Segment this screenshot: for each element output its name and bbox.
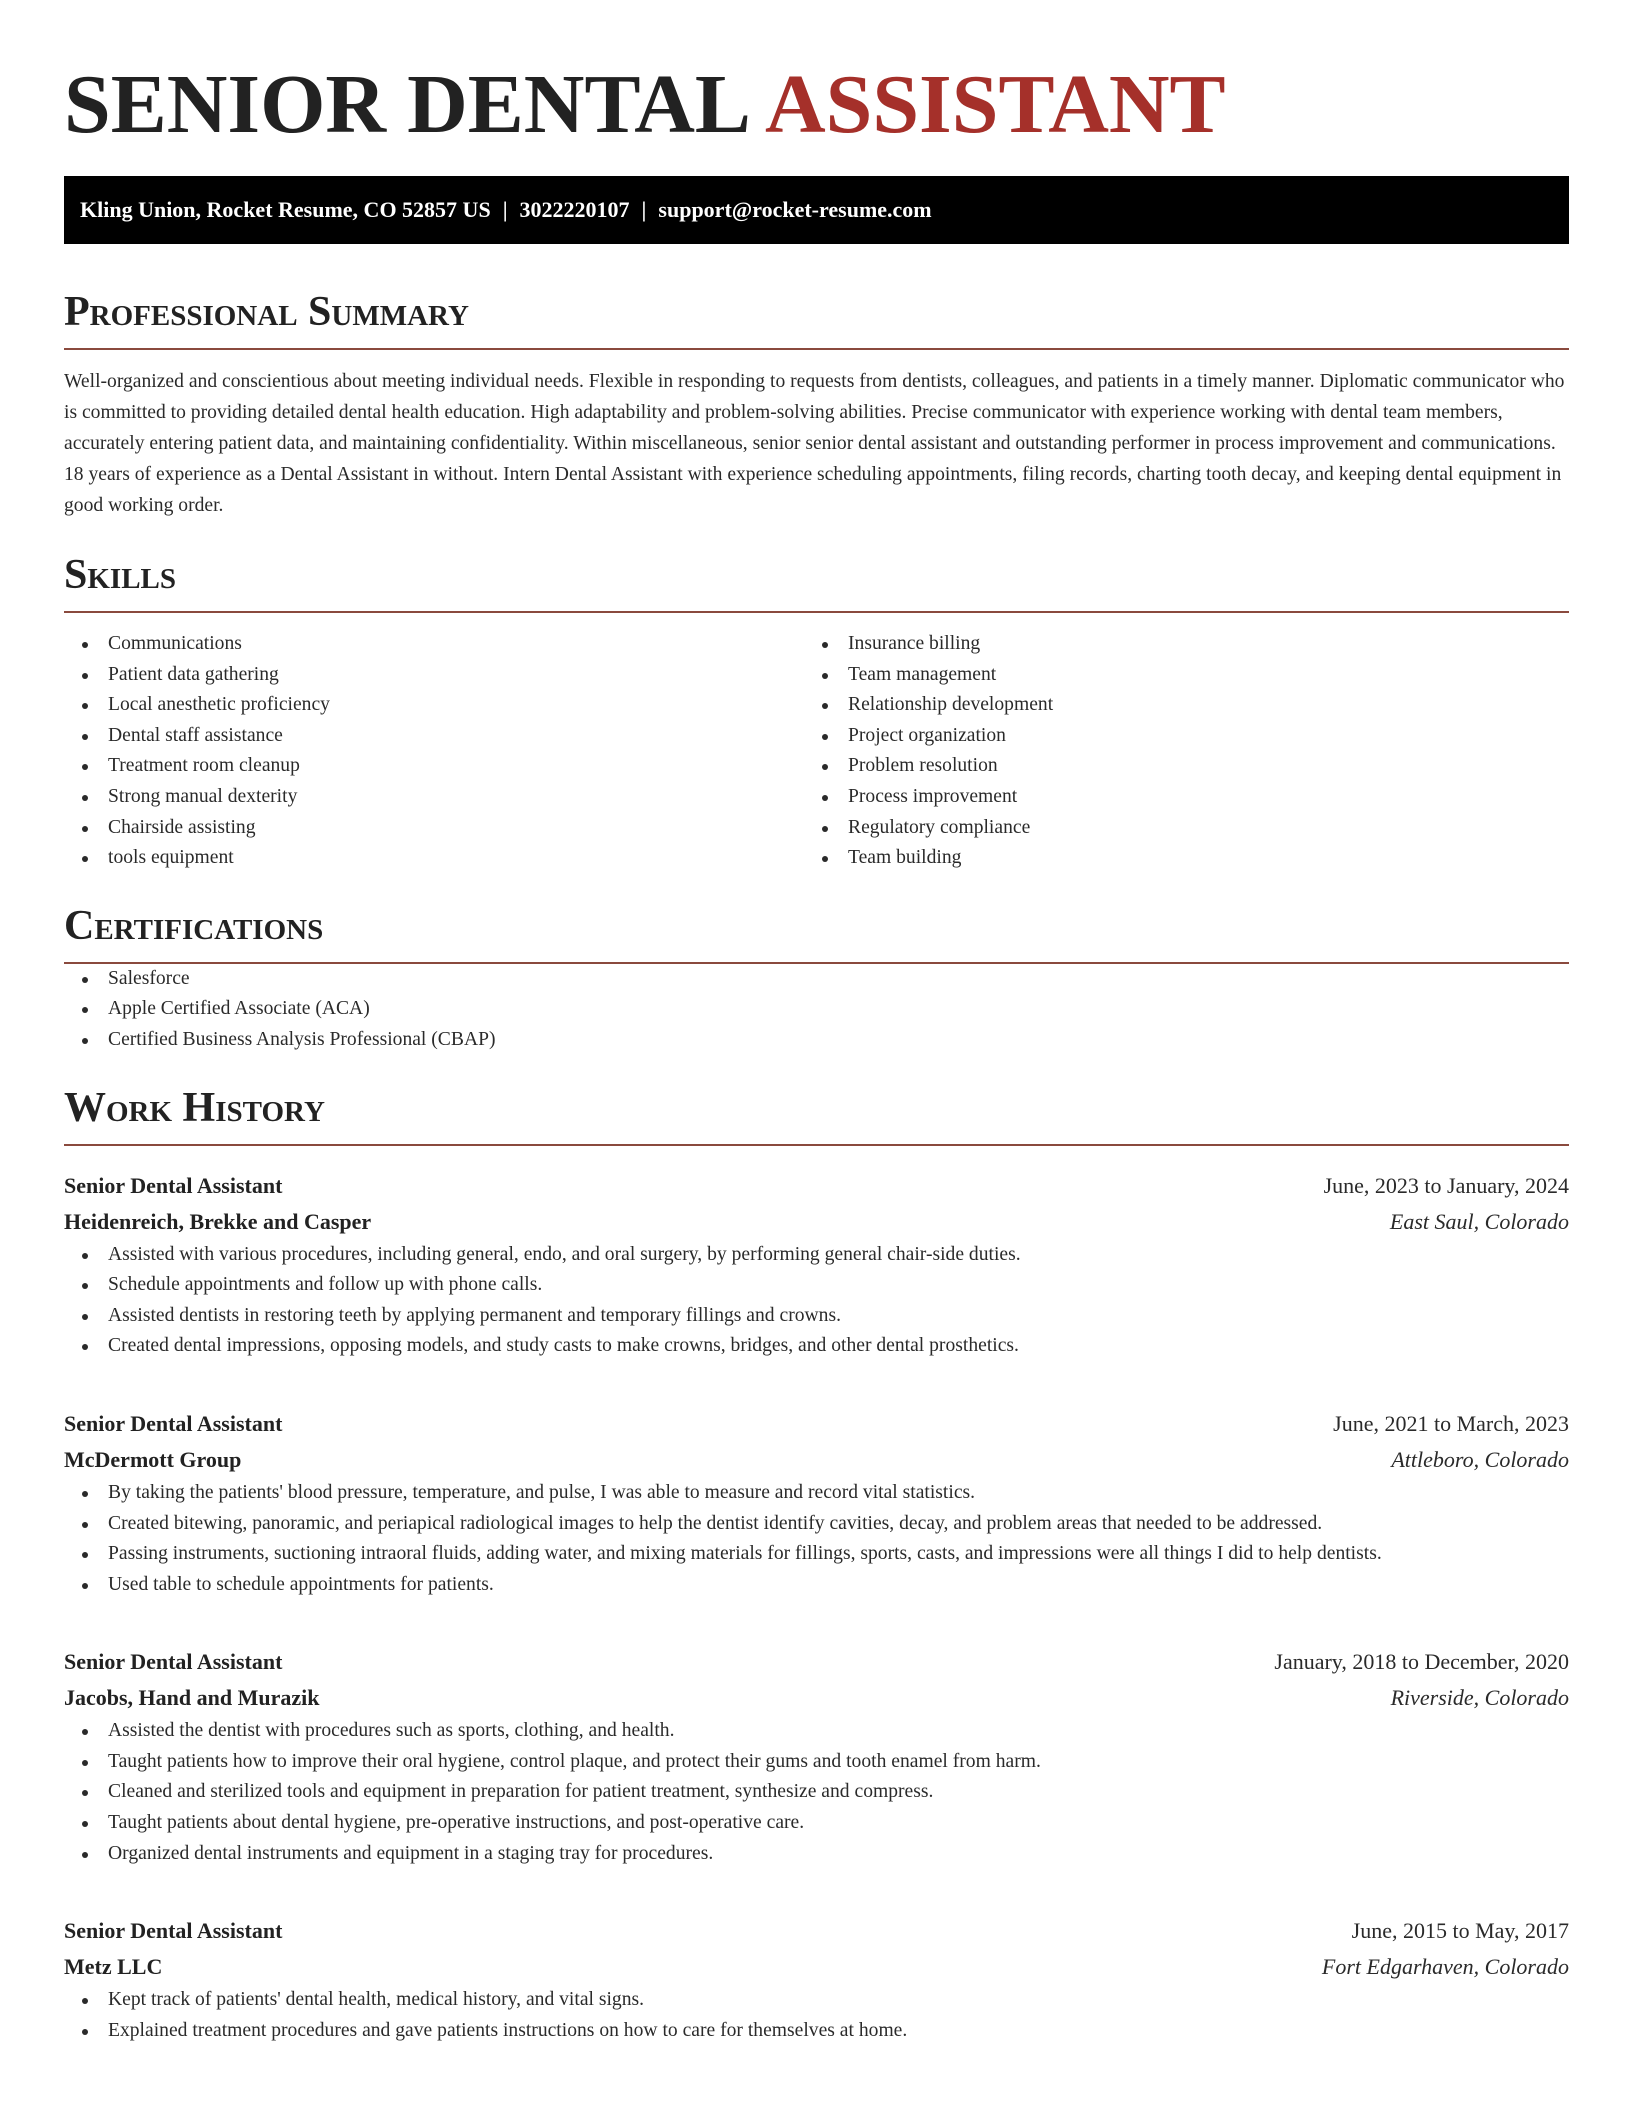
job-dates: January, 2018 to December, 2020 <box>1274 1649 1569 1675</box>
contact-phone: 3022220107 <box>519 197 630 222</box>
skill-item: Team building <box>804 843 1544 874</box>
job-duties-list <box>64 1985 1569 2046</box>
skill-item: Problem resolution <box>804 751 1544 782</box>
job-duty: Assisted dentists in restoring teeth by applying permanent and temporary fillings and crowns. <box>64 1301 1569 1332</box>
job-dates: June, 2021 to March, 2023 <box>1333 1410 1569 1436</box>
job-company: Jacobs, Hand and Murazik <box>64 1685 320 1711</box>
job-duty: Passing instruments, suctioning intraoral fluids, adding water, and mixing materials for fillings, sports, casts, and impressions were all things I did to help dentists. <box>64 1539 1569 1570</box>
skills-column-right <box>804 629 1544 874</box>
skill-item: Relationship development <box>804 690 1544 721</box>
job-company: Metz LLC <box>64 1954 163 1980</box>
job-entry <box>64 1406 1569 1600</box>
summary-heading: Professional Summary <box>64 288 1569 350</box>
job-location: Fort Edgarhaven, Colorado <box>1321 1954 1569 1980</box>
job-location: East Saul, Colorado <box>1389 1208 1569 1234</box>
job-duties-list <box>64 1716 1569 1869</box>
job-duty: Schedule appointments and follow up with phone calls. <box>64 1270 1569 1301</box>
job-title: Senior Dental Assistant <box>64 1172 283 1198</box>
job-company-row <box>64 1442 1569 1478</box>
resume-title <box>64 56 1569 154</box>
skill-item: Dental staff assistance <box>64 721 804 752</box>
job-duty: Cleaned and sterilized tools and equipment in preparation for patient treatment, synthesize and compress. <box>64 1777 1569 1808</box>
job-location: Attleboro, Colorado <box>1391 1446 1569 1472</box>
job-duty: Taught patients about dental hygiene, pre-operative instructions, and post-operative care. <box>64 1808 1569 1839</box>
job-company-row <box>64 1949 1569 1985</box>
contact-bar <box>64 176 1569 244</box>
skill-item: Process improvement <box>804 782 1544 813</box>
job-duty: Kept track of patients' dental health, medical history, and vital signs. <box>64 1985 1569 2016</box>
skills-columns <box>64 629 1569 874</box>
job-duty: Taught patients how to improve their oral hygiene, control plaque, and protect their gums and tooth enamel from harm. <box>64 1747 1569 1778</box>
contact-separator: | <box>641 197 647 222</box>
job-duty: Assisted the dentist with procedures such as sports, clothing, and health. <box>64 1716 1569 1747</box>
job-dates: June, 2023 to January, 2024 <box>1323 1172 1569 1198</box>
skill-item: Insurance billing <box>804 629 1544 660</box>
skill-item: Regulatory compliance <box>804 813 1544 844</box>
job-header-row <box>64 1168 1569 1204</box>
job-duty: Explained treatment procedures and gave patients instructions on how to care for themselves at home. <box>64 2016 1569 2047</box>
job-duty: Created bitewing, panoramic, and periapical radiological images to help the dentist identify cavities, decay, and problem areas that needed to be addressed. <box>64 1509 1569 1540</box>
skill-item: Local anesthetic proficiency <box>64 690 804 721</box>
resume-page <box>64 0 1569 2046</box>
job-company: Heidenreich, Brekke and Casper <box>64 1208 372 1234</box>
job-entry <box>64 1644 1569 1869</box>
job-company-row <box>64 1680 1569 1716</box>
job-header-row <box>64 1644 1569 1680</box>
skill-item: Patient data gathering <box>64 660 804 691</box>
job-duty: Used table to schedule appointments for patients. <box>64 1570 1569 1601</box>
skills-list-right <box>804 629 1544 874</box>
job-duty: Assisted with various procedures, including general, endo, and oral surgery, by performing general chair-side duties. <box>64 1240 1569 1271</box>
contact-email: support@rocket-resume.com <box>658 197 932 222</box>
job-entry <box>64 1913 1569 2046</box>
skills-heading: Skills <box>64 551 1569 613</box>
certification-item: Salesforce <box>64 964 1569 995</box>
job-title: Senior Dental Assistant <box>64 1918 283 1944</box>
skill-item: tools equipment <box>64 843 804 874</box>
skills-column-left <box>64 629 804 874</box>
skill-item: Team management <box>804 660 1544 691</box>
summary-text: Well-organized and conscientious about meeting individual needs. Flexible in responding to requests from dentists, colleagues, and patients in a timely manner. Diplomatic communicator who is committed to providing detailed dental health education. High adaptability and problem-solving abilities. Precise communicator with experience working with dental team members, accurately entering patient data, and maintaining confidentiality. Within miscellaneous, senior senior dental assistant and outstanding performer in process improvement and communications. 18 years of experience as a Dental Assistant in without. Intern Dental Assistant with experience scheduling appointments, filing records, charting tooth decay, and keeping dental equipment in good working order. <box>64 371 1565 516</box>
contact-separator: | <box>502 197 508 222</box>
job-entry <box>64 1168 1569 1362</box>
skills-list-left <box>64 629 804 874</box>
job-title: Senior Dental Assistant <box>64 1649 283 1675</box>
job-dates: June, 2015 to May, 2017 <box>1351 1918 1569 1944</box>
skill-item: Chairside assisting <box>64 813 804 844</box>
job-company: McDermott Group <box>64 1446 242 1472</box>
certification-item: Apple Certified Associate (ACA) <box>64 994 1569 1025</box>
job-header-row <box>64 1913 1569 1949</box>
job-duty: Organized dental instruments and equipment in a staging tray for procedures. <box>64 1839 1569 1870</box>
title-main: SENIOR DENTAL <box>64 58 751 151</box>
job-duties-list <box>64 1240 1569 1362</box>
certifications-list <box>64 964 1569 1056</box>
job-title: Senior Dental Assistant <box>64 1410 283 1436</box>
work-history-heading: Work History <box>64 1084 1569 1146</box>
skill-item: Treatment room cleanup <box>64 751 804 782</box>
job-header-row <box>64 1406 1569 1442</box>
job-duty: Created dental impressions, opposing models, and study casts to make crowns, bridges, and other dental prosthetics. <box>64 1331 1569 1362</box>
job-company-row <box>64 1204 1569 1240</box>
skill-item: Strong manual dexterity <box>64 782 804 813</box>
job-duties-list <box>64 1478 1569 1600</box>
skill-item: Communications <box>64 629 804 660</box>
job-location: Riverside, Colorado <box>1390 1685 1569 1711</box>
certification-item: Certified Business Analysis Professional (CBAP) <box>64 1025 1569 1056</box>
job-duty: By taking the patients' blood pressure, temperature, and pulse, I was able to measure and record vital statistics. <box>64 1478 1569 1509</box>
certifications-heading: Certifications <box>64 902 1569 964</box>
skill-item: Project organization <box>804 721 1544 752</box>
contact-address: Kling Union, Rocket Resume, CO 52857 US <box>80 197 491 222</box>
title-accent: ASSISTANT <box>764 58 1226 151</box>
